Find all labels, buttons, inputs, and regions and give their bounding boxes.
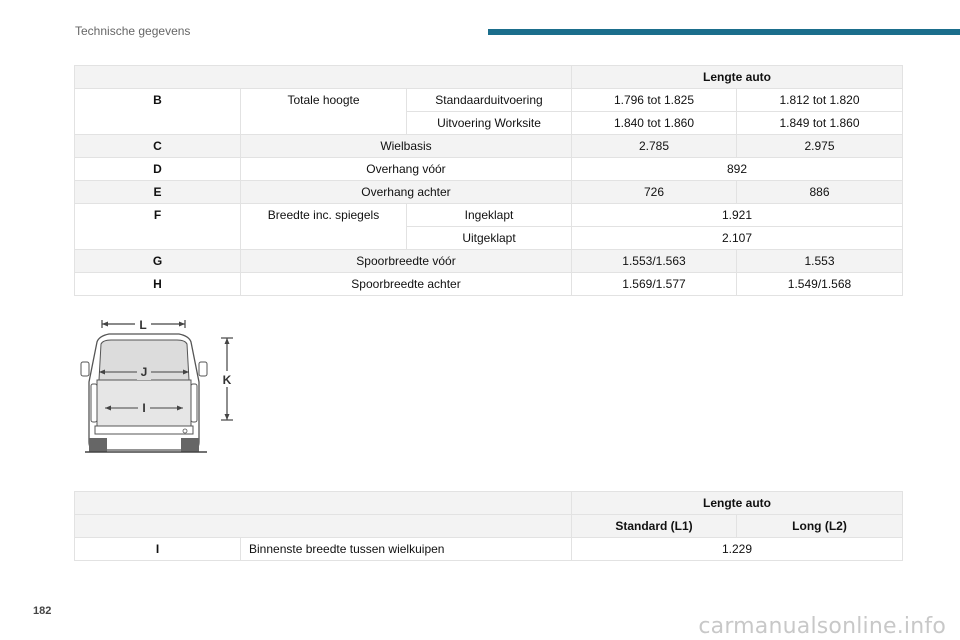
wheel-left <box>89 438 107 452</box>
mirror-left <box>81 362 89 376</box>
dimensions-table <box>74 65 903 296</box>
table-row <box>75 158 903 181</box>
tail-light-left <box>91 384 97 422</box>
row-label: Overhang achter <box>241 181 572 204</box>
row-sublabel: Ingeklapt <box>407 204 572 227</box>
row-sublabel: Uitgeklapt <box>407 227 572 250</box>
row-label: Totale hoogte <box>241 89 407 135</box>
row-value: 2.785 <box>572 135 737 158</box>
row-value: 886 <box>737 181 903 204</box>
table-row <box>75 538 903 561</box>
row-letter: I <box>75 538 241 561</box>
table-header-row <box>75 492 903 515</box>
wheel-right <box>181 438 199 452</box>
mirror-right <box>199 362 207 376</box>
interior-dimensions-table <box>74 491 903 561</box>
label-l: L <box>139 318 147 332</box>
row-letter: C <box>75 135 241 158</box>
table-row <box>75 181 903 204</box>
table-row <box>75 250 903 273</box>
length-header: Lengte auto <box>572 492 903 515</box>
row-value: 726 <box>572 181 737 204</box>
table-header-row <box>75 66 903 89</box>
label-j: J <box>140 365 148 379</box>
col-standard: Standard (L1) <box>572 515 737 538</box>
length-header: Lengte auto <box>572 66 903 89</box>
row-label: Breedte inc. spiegels <box>241 204 407 250</box>
table-row <box>75 204 903 227</box>
header-accent-bar <box>488 29 960 35</box>
row-value: 2.975 <box>737 135 903 158</box>
row-letter: B <box>75 89 241 135</box>
label-i: I <box>142 401 146 415</box>
row-letter: H <box>75 273 241 296</box>
row-value: 2.107 <box>572 227 903 250</box>
row-value: 1.840 tot 1.860 <box>572 112 737 135</box>
row-letter: F <box>75 204 241 250</box>
row-sublabel: Standaarduitvoering <box>407 89 572 112</box>
table-row <box>75 89 903 112</box>
table-row <box>75 273 903 296</box>
row-letter: G <box>75 250 241 273</box>
tail-light-right <box>191 384 197 422</box>
col-long: Long (L2) <box>737 515 903 538</box>
row-value: 1.796 tot 1.825 <box>572 89 737 112</box>
van-rear-diagram <box>75 312 245 460</box>
rear-bumper <box>95 426 193 434</box>
row-value: 1.229 <box>572 538 903 561</box>
row-value: 1.549/1.568 <box>737 273 903 296</box>
row-value: 1.849 tot 1.860 <box>737 112 903 135</box>
watermark: carmanualsonline.info <box>698 614 946 639</box>
row-letter: E <box>75 181 241 204</box>
row-value: 1.553 <box>737 250 903 273</box>
page-number: 182 <box>33 605 52 617</box>
row-value: 1.569/1.577 <box>572 273 737 296</box>
table-row <box>75 135 903 158</box>
row-sublabel: Uitvoering Worksite <box>407 112 572 135</box>
row-value: 1.812 tot 1.820 <box>737 89 903 112</box>
table-header-row <box>75 515 903 538</box>
row-value: 892 <box>572 158 903 181</box>
section-title: Technische gegevens <box>75 24 191 38</box>
row-label: Wielbasis <box>241 135 572 158</box>
row-value: 1.921 <box>572 204 903 227</box>
label-k: K <box>222 373 232 387</box>
row-label: Binnenste breedte tussen wielkuipen <box>241 538 572 561</box>
row-label: Spoorbreedte vóór <box>241 250 572 273</box>
row-value: 1.553/1.563 <box>572 250 737 273</box>
row-label: Spoorbreedte achter <box>241 273 572 296</box>
row-label: Overhang vóór <box>241 158 572 181</box>
row-letter: D <box>75 158 241 181</box>
